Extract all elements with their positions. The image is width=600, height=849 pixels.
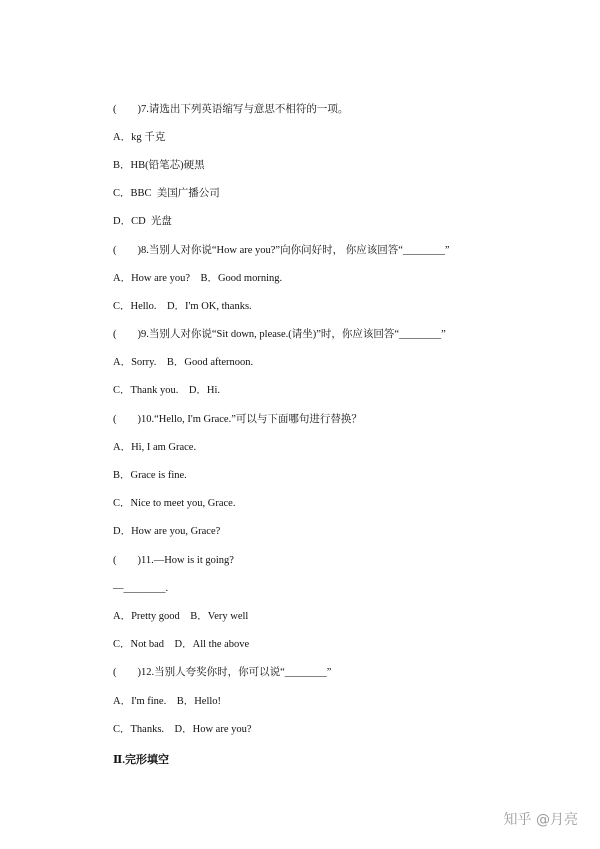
line-q7-d: D．CD 光盘 [113,216,172,227]
section-heading: Ⅱ.完形填空 [113,754,170,766]
line-q10-a: A．Hi, I am Grace. [113,442,197,453]
watermark: 知乎 @月亮 [503,812,578,828]
line-q8-cd: C．Hello. D．I'm OK, thanks. [113,301,252,312]
line-q7-c: C．BBC 美国广播公司 [113,188,220,199]
line-q9-ab: A．Sorry. B．Good afternoon. [113,357,254,368]
line-q8-ab: A．How are you? B．Good morning. [113,273,283,284]
line-q11-ab: A．Pretty good B．Very well [113,611,249,622]
line-q11-cd: C．Not bad D．All the above [113,639,250,650]
line-q7: ( )7.请选出下列英语缩写与意思不相符的一项。 [113,104,349,115]
line-q10-d: D．How are you, Grace? [113,526,221,537]
line-q12-cd: C．Thanks. D．How are you? [113,724,252,735]
line-q8: ( )8.当别人对你说“How are you?”向你问好时， 你应该回答“________” [113,245,450,256]
line-q9-cd: C．Thank you. D．Hi. [113,385,221,396]
line-q7-a: A．kg 千克 [113,132,166,143]
line-q12-ab: A．I'm fine. B．Hello! [113,696,222,707]
line-q10-c: C．Nice to meet you, Grace. [113,498,236,509]
line-q12: ( )12.当别人夸奖你时，你可以说“________” [113,667,332,678]
line-q7-b: B．HB(铅笔芯)硬黑 [113,160,205,171]
line-q11-answer-blank: —________. [113,583,169,594]
line-q9: ( )9.当别人对你说“Sit down, please.(请坐)”时，你应该回答“________” [113,329,446,340]
line-q10: ( )10.“Hello, I'm Grace.”可以与下面哪句进行替换？ [113,414,362,425]
line-q11: ( )11.—How is it going? [113,555,234,566]
line-q10-b: B．Grace is fine. [113,470,187,481]
